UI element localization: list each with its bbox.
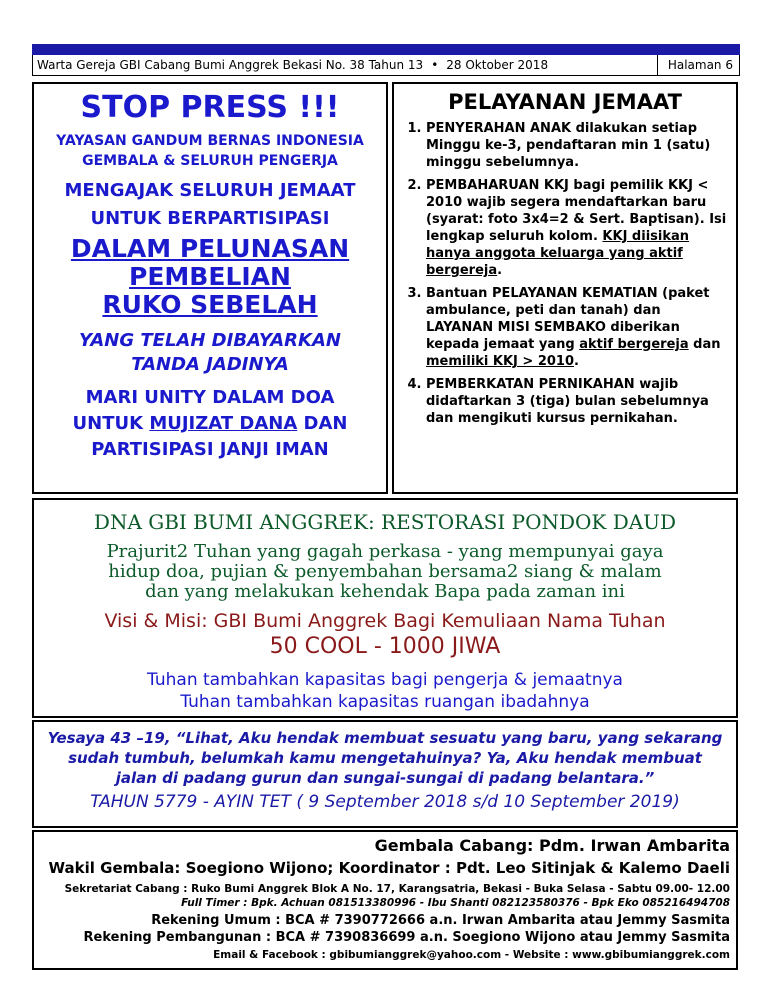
- call-line: MARI UNITY DALAM DOA: [85, 387, 335, 408]
- dna-title: DNA GBI BUMI ANGGREK: RESTORASI PONDOK DAUD: [93, 510, 677, 534]
- verse-line: jalan di padang gurun dan sungai-sungai di padang belantara.”: [115, 769, 655, 787]
- dna-box: [32, 498, 738, 718]
- dna-line: dan yang melakukan kehendak Bapa pada zaman ini: [145, 581, 625, 602]
- prayer-line: Tuhan tambahkan kapasitas bagi pengerja & jemaatnya: [147, 670, 623, 690]
- list-item: [426, 285, 730, 370]
- rekening-pembangunan: Rekening Pembangunan : BCA # 7390836699 a.n. Soegiono Wijono atau Jemmy Sasmita: [83, 930, 730, 945]
- dna-line: hidup doa, pujian & penyembahan bersama2 siang & malam: [108, 561, 662, 582]
- stop-press-invite: [34, 177, 386, 233]
- publication-title: Warta Gereja GBI Cabang Bumi Anggrek Bekasi No. 38 Tahun 13: [37, 58, 424, 72]
- stop-press-paid: [34, 329, 386, 377]
- paid-line: TANDA JADINYA: [131, 354, 289, 375]
- sekretariat: Sekretariat Cabang : Ruko Bumi Anggrek Blok A No. 17, Karangsatria, Bekasi - Buka Selasa - Sabtu 09.00- 12.00: [64, 883, 730, 895]
- call-line: PARTISIPASI JANJI IMAN: [91, 439, 329, 460]
- page-header: [32, 55, 740, 76]
- issue-date: 28 Oktober 2018: [446, 58, 549, 72]
- item-text: .: [497, 263, 503, 278]
- prayer: [34, 669, 736, 713]
- verse-line: sudah tumbuh, belumkah kamu mengetahuinya? Ya, Aku hendak membuat: [68, 749, 702, 767]
- item-text-underlined: KKJ diisikan hanya anggota keluarga yang aktif bergereja: [426, 229, 690, 278]
- top-color-bar: [32, 44, 740, 55]
- stop-press-box: [32, 82, 388, 494]
- full-timer: Full Timer : Bpk. Achuan 081513380996 - Ibu Shanti 082123580376 - Bpk Eko 085216494708: [181, 897, 730, 909]
- list-item: 4. PEMBERKATAN PERNIKAHAN wajib didaftarkan 3 (tiga) bulan sebelumnya dan mengikuti kursus pernikahan.: [426, 376, 730, 427]
- list-item: [426, 177, 730, 279]
- invite-line: MENGAJAK SELURUH JEMAAT: [64, 180, 356, 201]
- call-text: DAN: [297, 413, 348, 434]
- item-text-underlined: memiliki KKJ > 2010: [426, 354, 575, 369]
- header-separator: •: [431, 58, 439, 72]
- stop-press-call: [34, 385, 386, 463]
- purpose-line: DALAM PELUNASAN: [70, 234, 350, 263]
- prayer-line: Tuhan tambahkan kapasitas ruangan ibadahnya: [180, 692, 590, 712]
- goal: 50 COOL - 1000 JIWA: [269, 634, 501, 659]
- pelayanan-jemaat-box: [392, 82, 738, 494]
- pelayanan-title: PELAYANAN JEMAAT: [448, 90, 682, 114]
- org-line: YAYASAN GANDUM BERNAS INDONESIA: [56, 133, 364, 149]
- purpose-line: RUKO SEBELAH: [102, 290, 318, 319]
- wakil-gembala: Wakil Gembala: Soegiono Wijono; Koordinator : Pdt. Leo Sitinjak & Kalemo Daeli: [48, 859, 730, 877]
- purpose-line: PEMBELIAN: [129, 262, 291, 291]
- year-theme: TAHUN 5779 - AYIN TET ( 9 September 2018 s/d 10 September 2019): [90, 792, 680, 812]
- dna-line: Prajurit2 Tuhan yang gagah perkasa - yang mempunyai gaya: [106, 541, 664, 562]
- item-text: PEMBAHARUAN KKJ bagi pemilik KKJ < 2010 wajib segera mendaftarkan baru (syarat: foto 3x4=2 & Sert. Baptisan). Isi lengkap seluruh kolom.: [426, 178, 727, 244]
- list-item: 1. PENYERAHAN ANAK dilakukan setiap Minggu ke-3, pendaftaran min 1 (satu) minggu sebelumnya.: [426, 120, 730, 171]
- call-text: UNTUK: [72, 413, 150, 434]
- gembala-cabang: Gembala Cabang: Pdm. Irwan Ambarita: [374, 836, 730, 855]
- item-text: .: [574, 354, 579, 369]
- stop-press-purpose: [34, 235, 386, 319]
- invite-line: UNTUK BERPARTISIPASI: [90, 208, 330, 229]
- paid-line: YANG TELAH DIBAYARKAN: [79, 330, 341, 351]
- rekening-umum: Rekening Umum : BCA # 7390772666 a.n. Irwan Ambarita atau Jemmy Sasmita: [151, 913, 730, 928]
- item-text: dan: [688, 337, 721, 352]
- call-line: [34, 411, 386, 437]
- stop-press-title: STOP PRESS !!!: [80, 90, 340, 125]
- stop-press-org: [34, 131, 386, 171]
- contact-info: Email & Facebook : gbibumianggrek@yahoo.com - Website : www.gbibumianggrek.com: [213, 949, 730, 961]
- bible-verse: [34, 728, 736, 788]
- verse-line: Yesaya 43 –19, “Lihat, Aku hendak membuat sesuatu yang baru, yang sekarang: [47, 729, 723, 747]
- pelayanan-list: [394, 120, 736, 427]
- footer-box: [32, 830, 738, 970]
- dna-description: [34, 542, 736, 602]
- item-text-underlined: aktif bergereja: [579, 337, 689, 352]
- verse-box: [32, 720, 738, 828]
- org-line: GEMBALA & SELURUH PENGERJA: [82, 153, 338, 169]
- visi-misi: Visi & Misi: GBI Bumi Anggrek Bagi Kemuliaan Nama Tuhan: [104, 610, 666, 632]
- item-text: Bantuan PELAYANAN KEMATIAN (paket ambulance, peti dan tanah) dan LAYANAN MISI SEMBAKO diberikan kepada jemaat yang: [426, 286, 710, 352]
- page-number: Halaman 6: [657, 55, 739, 75]
- call-text-underlined: MUJIZAT DANA: [149, 413, 298, 434]
